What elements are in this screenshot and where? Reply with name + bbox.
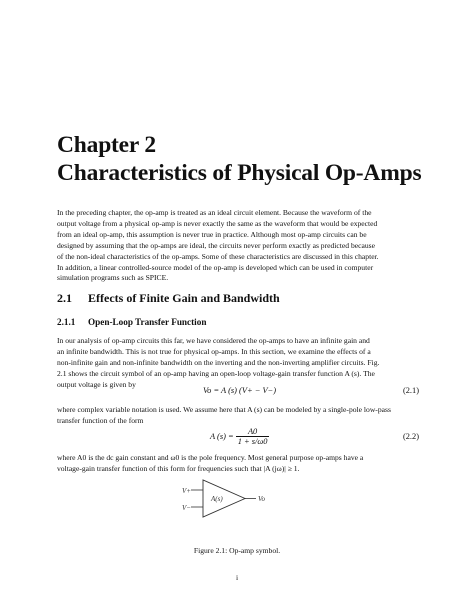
equation-2-2-body: [210, 427, 269, 446]
subsection-heading: [57, 317, 206, 327]
input-minus-label: V−: [182, 504, 191, 512]
paragraph-single-pole: where complex variable notation is used. We assume here that A (s) can be modeled by a single-pole low-pass transfer function of the form: [57, 405, 391, 425]
figure-caption: Figure 2.1: Op-amp symbol.: [193, 546, 281, 555]
equation-2-2-numerator: A0: [236, 427, 270, 437]
page-number: i: [235, 573, 239, 582]
output-label: Vo: [258, 495, 265, 503]
subsection-number: 2.1.1: [57, 317, 76, 327]
input-plus-label: V+: [182, 487, 191, 495]
section-title: Effects of Finite Gain and Bandwidth: [88, 291, 280, 305]
chapter-name: Characteristics of Physical Op-Amps: [57, 160, 422, 186]
op-amp-triangle: [203, 480, 245, 517]
equation-2-1-body: Vo = A (s) (V+ − V−): [203, 386, 277, 395]
equation-2-2: [57, 424, 419, 450]
chapter-title: [57, 131, 421, 187]
intro-paragraph: In the preceding chapter, the op-amp is treated as an ideal circuit element. Because the waveform of the output voltage from a physical op-amp is never exactly the same as the waveform that would be expected from an ideal op-amp, this assumption is never true in practice. Although most op-amp circuits can be designed by assuming that the op-amps are ideal, the circuits never perform exactly as predicted because of the non-ideal characteristics of the op-amps. Some of these characteristics are discussed in this chapter. In addition, a linear controlled-source model of the op-amp is developed which can be used in computer simulation programs such as SPICE.: [57, 208, 379, 283]
subsection-title: Open-Loop Transfer Function: [88, 317, 207, 327]
paragraph-open-loop: In our analysis of op-amp circuits this far, we have considered the op-amps to have an infinite gain and an infinite bandwidth. This is not true for physical op-amps. In this section, we examine the effects of a non-infinite gain and non-infinite bandwidth on the inverting and the non-inverting amplifier circuits. Fig. 2.1 shows the circuit symbol of an op-amp having an open-loop voltage-gain transfer function A (s). The output voltage is given by: [57, 336, 380, 389]
op-amp-symbol-figure: [170, 476, 310, 536]
section-heading: [57, 291, 280, 306]
equation-2-2-number: (2.2): [402, 432, 419, 441]
equation-2-2-denominator: 1 + s/ω0: [237, 437, 268, 446]
equation-2-2-fraction: [236, 427, 270, 446]
chapter-number: Chapter 2: [57, 132, 156, 158]
equation-2-2-lhs: A (s) =: [210, 432, 234, 441]
paragraph-pole-frequency: where A0 is the dc gain constant and ω0 is the pole frequency. Most general purpose op-amps have a voltage-gain transfer function of this form for frequencies such that |A (jω)| ≥ 1.: [57, 453, 364, 473]
gain-block-label: A(s): [211, 495, 223, 503]
section-number: 2.1: [57, 291, 72, 305]
equation-2-1-number: (2.1): [402, 386, 419, 395]
